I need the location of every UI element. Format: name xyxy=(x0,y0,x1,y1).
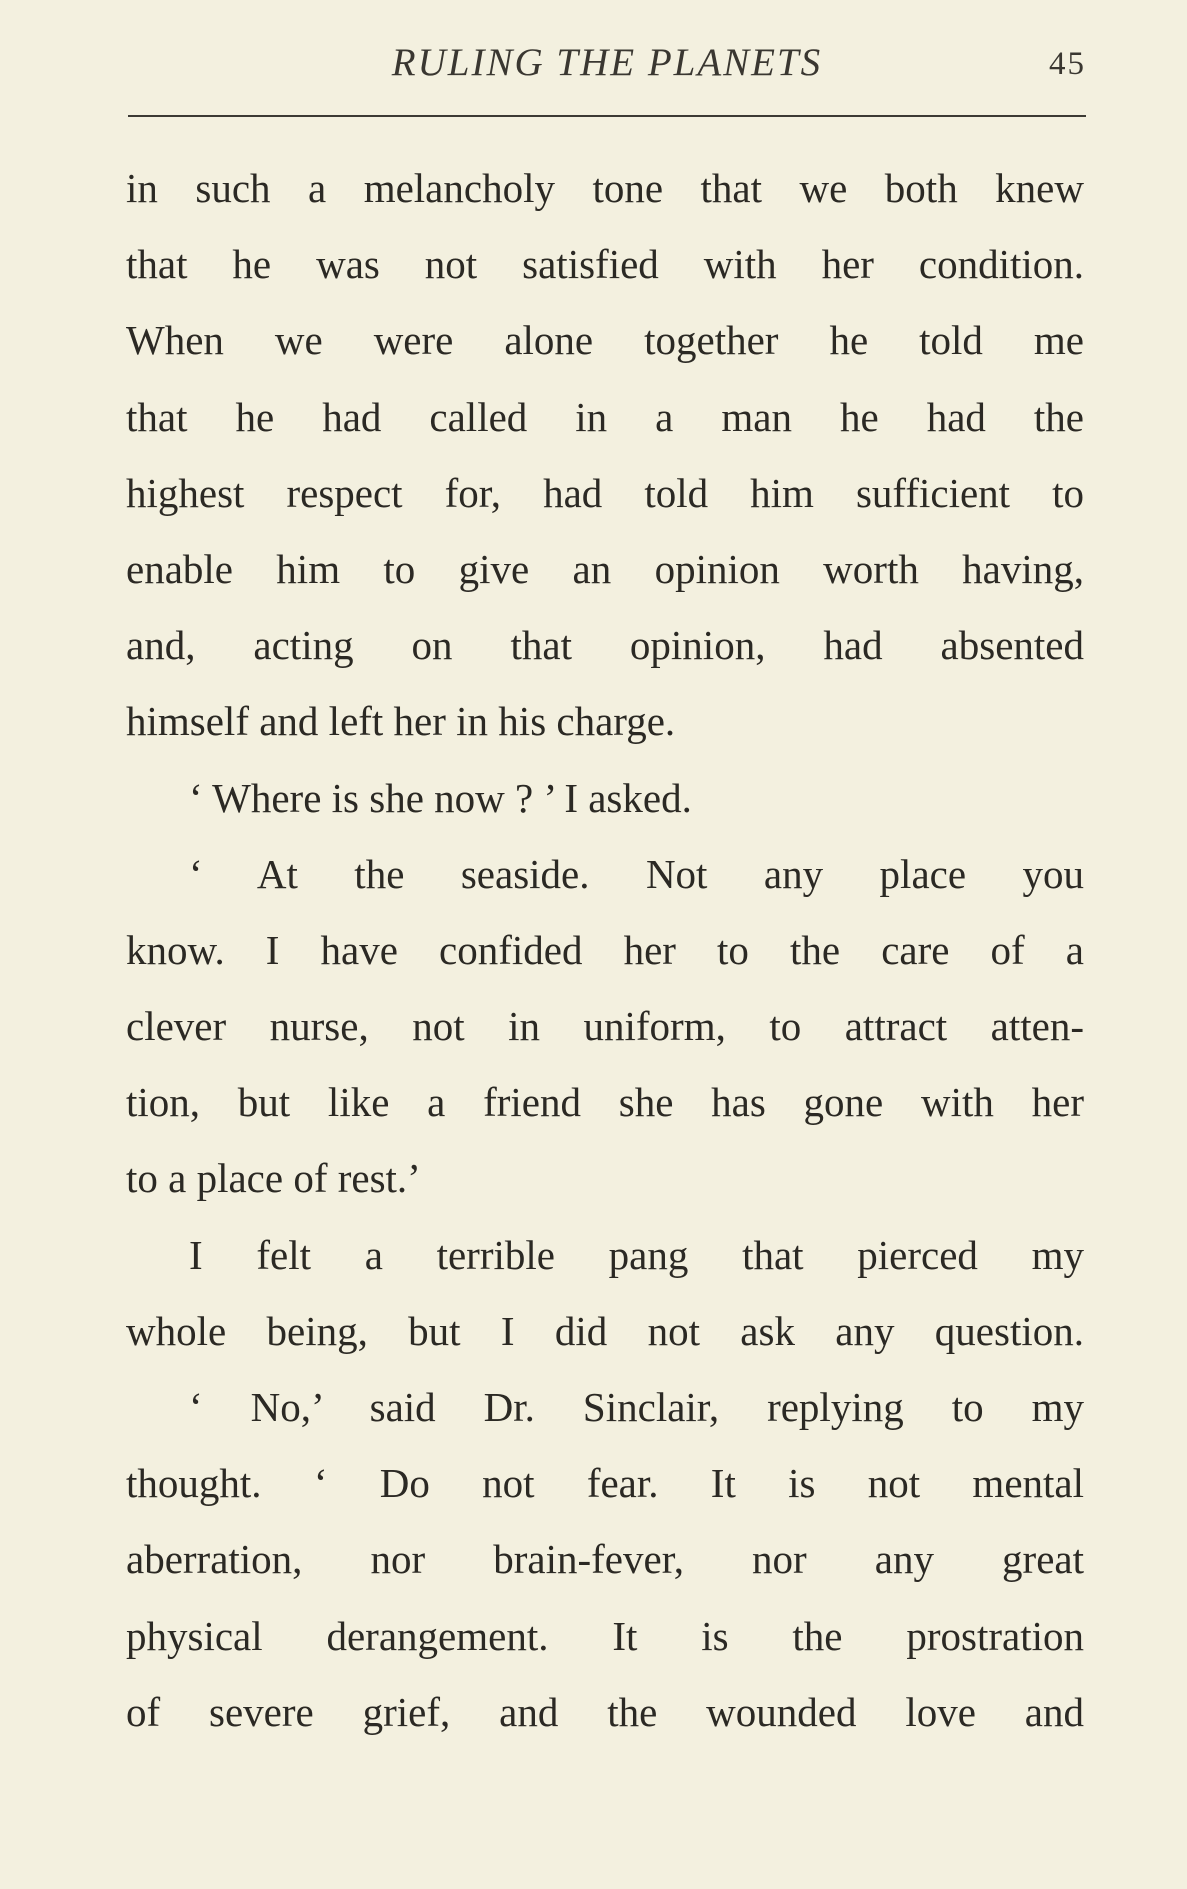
text-line: ‘ Where is she now ? ’ I asked. xyxy=(189,774,692,821)
text-line: clever nurse, not in uniform, to attract atten- xyxy=(126,1003,1084,1050)
text-line: aberration, nor brain-fever, nor any great xyxy=(126,1536,1084,1583)
running-title: RULING THE PLANETS xyxy=(391,41,823,84)
header-rule xyxy=(128,115,1086,117)
text-line: tion, but like a friend she has gone with her xyxy=(126,1079,1084,1126)
text-line: I felt a terrible pang that pierced my xyxy=(189,1231,1084,1278)
text-line: thought. ‘ Do not fear. It is not mental xyxy=(126,1460,1084,1507)
text-line: and, acting on that opinion, had absented xyxy=(126,622,1084,669)
text-line: When we were alone together he told me xyxy=(126,317,1084,364)
text-line: whole being, but I did not ask any question. xyxy=(126,1307,1084,1354)
text-line: ‘ No,’ said Dr. Sinclair, replying to my xyxy=(189,1384,1084,1430)
text-line: to a place of rest.’ xyxy=(126,1155,421,1202)
text-line: himself and left her in his charge. xyxy=(126,698,676,745)
page-number: 45 xyxy=(1049,46,1086,82)
body-text xyxy=(126,150,1084,1750)
running-head xyxy=(128,40,1086,90)
text-line: of severe grief, and the wounded love and xyxy=(126,1688,1084,1735)
text-line: that he had called in a man he had the xyxy=(126,393,1084,440)
text-line: that he was not satisfied with her condition. xyxy=(126,241,1084,288)
text-line: know. I have confided her to the care of a xyxy=(126,926,1084,973)
text-line: highest respect for, had told him sufficient to xyxy=(126,469,1084,516)
text-line: enable him to give an opinion worth having, xyxy=(126,545,1084,592)
text-line: in such a melancholy tone that we both knew xyxy=(126,165,1084,211)
text-line: physical derangement. It is the prostration xyxy=(126,1612,1084,1659)
text-line: ‘ At the seaside. Not any place you xyxy=(189,850,1084,897)
